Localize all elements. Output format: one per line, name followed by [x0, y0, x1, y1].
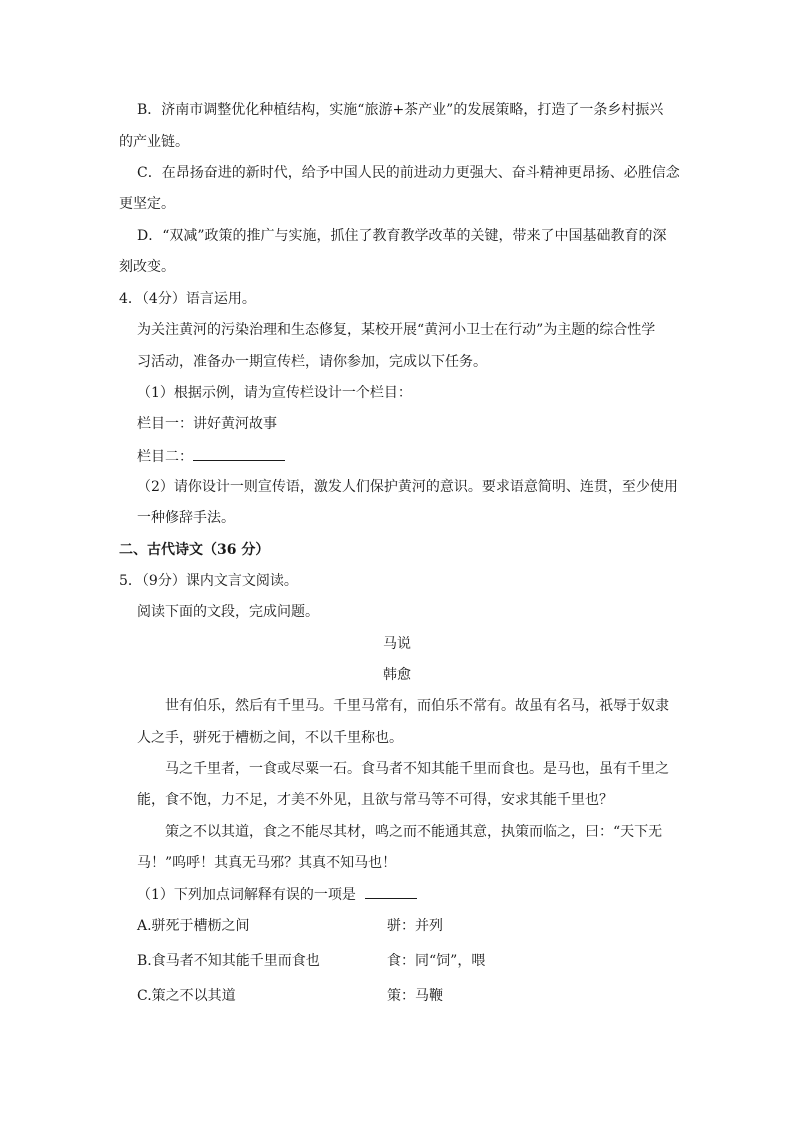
q4-column-two-blank[interactable] — [193, 446, 285, 461]
q5-option-b: B.食马者不知其能千里而食也 — [137, 953, 320, 969]
passage-p2-line1: 马之千里者，一食或尽粟一石。食马者不知其能千里而食也。是马也，虽有千里之 — [165, 761, 669, 777]
q4-task2-line2: 一种修辞手法。 — [137, 510, 235, 526]
q3-option-b-line2: 的产业链。 — [119, 134, 189, 150]
q4-heading: 4．（4分）语言运用。 — [119, 291, 256, 307]
q5-intro: 阅读下面的文段，完成问题。 — [137, 604, 319, 620]
q5-option-a: A.骈死于槽枥之间 — [137, 918, 250, 934]
q5-option-a-gloss: 骈：并列 — [387, 918, 443, 934]
q3-option-c-line1: C．在昂扬奋进的新时代，给予中国人民的前进动力更强大、奋斗精神更昂扬、必胜信念 — [137, 165, 680, 181]
q4-task2-line1: （2）请你设计一则宣传语，激发人们保护黄河的意识。要求语意简明、连贯，至少使用 — [137, 479, 678, 495]
q4-column-two — [137, 446, 285, 467]
q5-sub1 — [137, 884, 417, 905]
q5-option-c-gloss: 策：马鞭 — [387, 988, 443, 1004]
passage-p3-line2: 马！”呜呼！其真无马邪？其真不知马也！ — [137, 855, 397, 871]
passage-author: 韩愈 — [383, 667, 411, 683]
passage-p3-line1: 策之不以其道，食之不能尽其材，鸣之而不能通其意，执策而临之，曰：“天下无 — [165, 824, 663, 840]
section-two-heading: 二、古代诗文（36 分） — [119, 542, 270, 558]
q3-option-d-line2: 刻改变。 — [119, 259, 175, 275]
passage-p1-line1: 世有伯乐，然后有千里马。千里马常有，而伯乐不常有。故虽有名马，祇辱于奴隶 — [165, 698, 669, 714]
q5-sub1-answer-blank[interactable] — [365, 884, 417, 899]
q4-task1: （1）根据示例，请为宣传栏设计一个栏目： — [137, 385, 412, 401]
q3-option-d-line1: D．“双减”政策的推广与实施，抓住了教育教学改革的关键，带来了中国基础教育的深 — [137, 228, 667, 244]
q4-column-two-label: 栏目二： — [137, 449, 193, 465]
passage-p1-line2: 人之手，骈死于槽枥之间，不以千里称也。 — [137, 730, 403, 746]
q3-option-b-line1: B．济南市调整优化种植结构，实施“旅游+茶产业”的发展策略，打造了一条乡村振兴 — [137, 102, 664, 118]
q5-option-b-gloss: 食：同“饲”，喂 — [387, 953, 486, 969]
q5-sub1-text: （1）下列加点词解释有误的一项是 — [137, 887, 356, 903]
q4-intro-line2: 习活动，准备办一期宣传栏，请你参加，完成以下任务。 — [137, 354, 487, 370]
q5-heading: 5．（9分）课内文言文阅读。 — [119, 573, 298, 589]
q3-option-c-line2: 更坚定。 — [119, 196, 175, 212]
q4-intro-line1: 为关注黄河的污染治理和生态修复，某校开展“黄河小卫士在行动”为主题的综合性学 — [137, 322, 656, 338]
q4-column-one: 栏目一：讲好黄河故事 — [137, 416, 277, 432]
q5-option-c: C.策之不以其道 — [137, 988, 236, 1004]
passage-title: 马说 — [383, 636, 411, 652]
passage-p2-line2: 能，食不饱，力不足，才美不外见，且欲与常马等不可得，安求其能千里也？ — [137, 792, 613, 808]
